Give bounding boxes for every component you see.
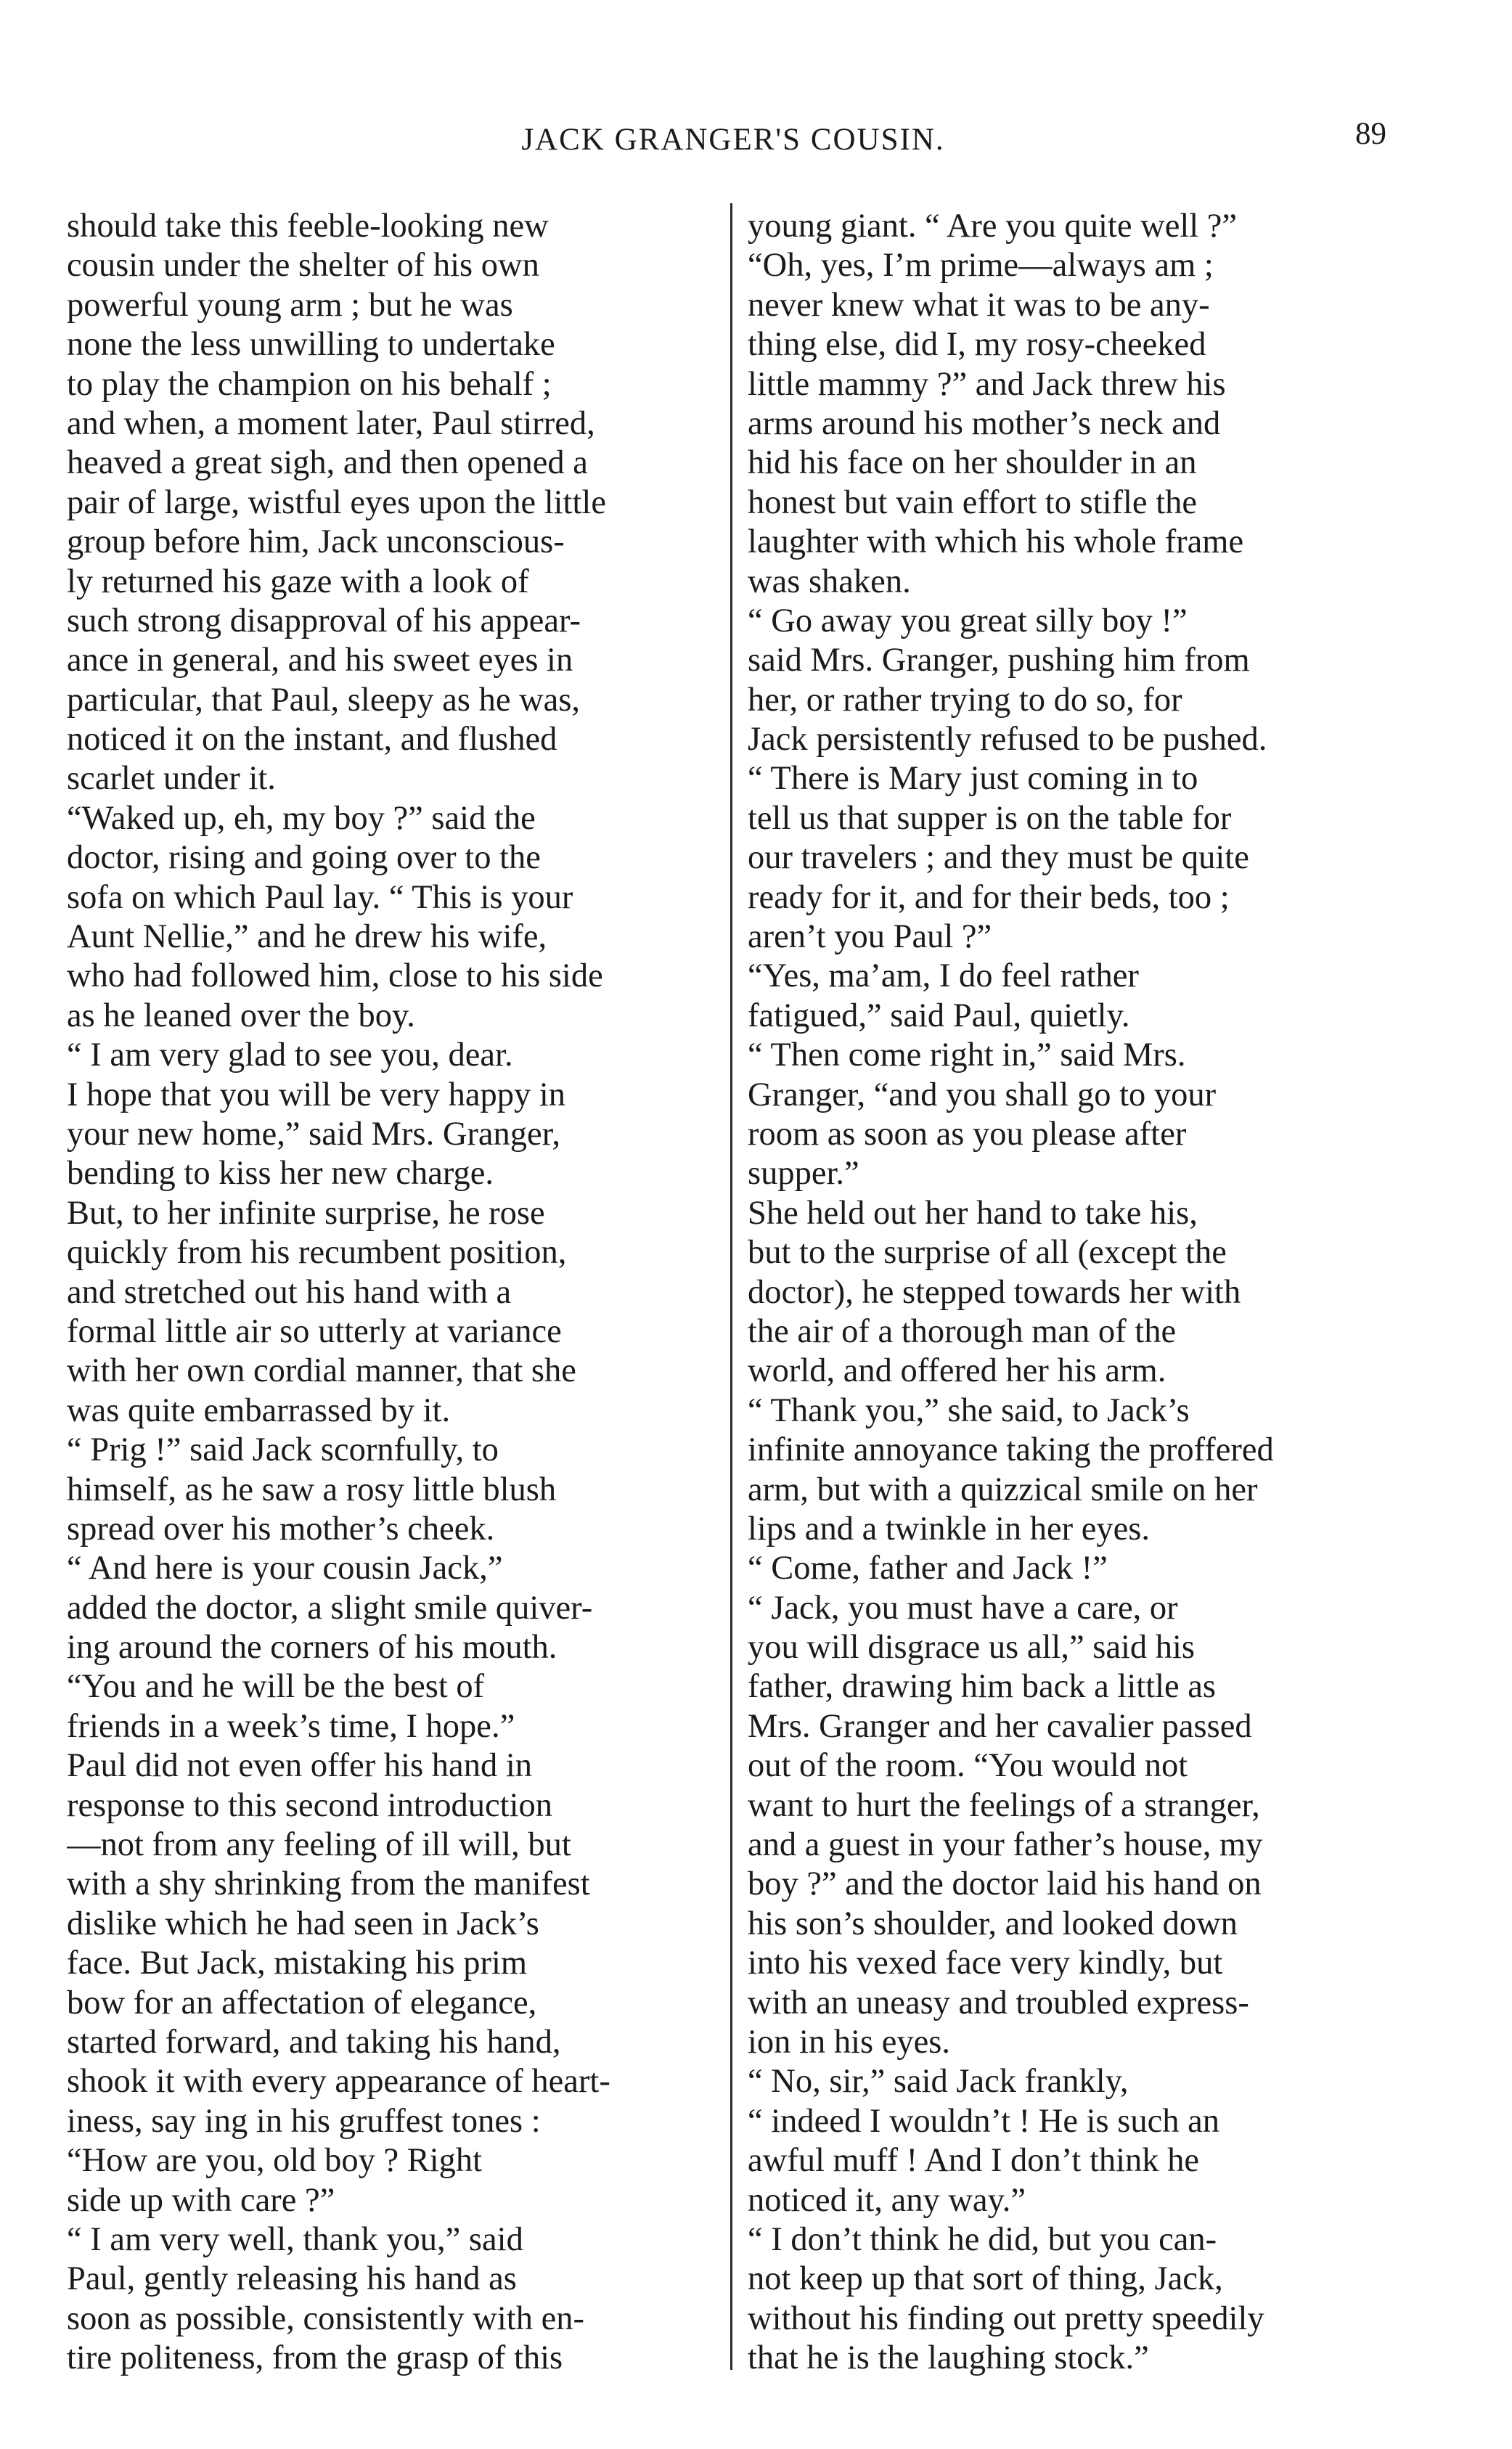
text-line: to play the champion on his behalf ;	[67, 365, 552, 403]
text-line: young giant. “ Are you quite well ?”	[748, 208, 1238, 245]
text-line: “ There is Mary just coming in to	[748, 760, 1198, 798]
text-line: group before him, Jack unconscious-	[67, 523, 565, 561]
text-line: “ Go away you great silly boy !”	[748, 602, 1188, 639]
text-line: said Mrs. Granger, pushing him from	[748, 642, 1250, 679]
text-line: Jack persistently refused to be pushed.	[748, 721, 1267, 759]
text-line: side up with care ?”	[67, 2181, 335, 2219]
text-line: “ I don’t think he did, but you can-	[748, 2220, 1217, 2258]
text-line: and a guest in your father’s house, my	[748, 1826, 1263, 1864]
text-line: boy ?” and the doctor laid his hand on	[748, 1865, 1262, 1903]
text-line: “ Then come right in,” said Mrs.	[748, 1037, 1186, 1074]
right-text-column	[748, 207, 1386, 2378]
text-line: honest but vain effort to stifle the	[748, 483, 1198, 521]
text-line: Mrs. Granger and her cavalier passed	[748, 1707, 1252, 1745]
text-line: into his vexed face very kindly, but	[748, 1945, 1223, 1982]
text-line: “How are you, old boy ? Right	[67, 2142, 483, 2180]
text-line: “ Come, father and Jack !”	[748, 1550, 1108, 1587]
text-line: thing else, did I, my rosy-cheeked	[748, 326, 1206, 364]
text-line: “You and he will be the best of	[67, 1668, 485, 1706]
text-line: quickly from his recumbent position,	[67, 1234, 567, 1272]
left-text-column	[67, 207, 706, 2378]
text-line: was quite embarrassed by it.	[67, 1391, 451, 1429]
text-line: as he leaned over the boy.	[67, 997, 415, 1034]
text-line: I hope that you will be very happy in	[67, 1076, 566, 1113]
text-line: laughter with which his whole frame	[748, 523, 1244, 561]
text-line: who had followed him, close to his side	[67, 957, 603, 995]
text-line: particular, that Paul, sleepy as he was,	[67, 681, 581, 719]
text-line: was shaken.	[748, 563, 911, 600]
text-line: arms around his mother’s neck and	[748, 404, 1221, 442]
text-line: that he is the laughing stock.”	[748, 2339, 1149, 2377]
text-line: tell us that supper is on the table for	[748, 799, 1232, 837]
text-line: But, to her infinite surprise, he rose	[67, 1194, 545, 1232]
text-line: face. But Jack, mistaking his prim	[67, 1945, 528, 1982]
text-line: without his finding out pretty speedily	[748, 2299, 1264, 2337]
text-line: ance in general, and his sweet eyes in	[67, 642, 573, 679]
text-line: “ I am very well, thank you,” said	[67, 2220, 523, 2258]
text-line: She held out her hand to take his,	[748, 1194, 1198, 1232]
text-line: but to the surprise of all (except the	[748, 1234, 1227, 1272]
text-line: your new home,” said Mrs. Granger,	[67, 1115, 560, 1153]
running-title: JACK GRANGER'S COUSIN.	[521, 123, 945, 157]
text-line: started forward, and taking his hand,	[67, 2023, 561, 2061]
text-line: should take this feeble-looking new	[67, 208, 549, 245]
text-line: soon as possible, consistently with en-	[67, 2299, 584, 2337]
text-line: bending to kiss her new charge.	[67, 1155, 494, 1193]
text-line: iness, say ing in his gruffest tones :	[67, 2102, 541, 2140]
text-line: our travelers ; and they must be quite	[748, 839, 1249, 877]
text-line: world, and offered her his arm.	[748, 1352, 1166, 1390]
text-line: formal little air so utterly at variance	[67, 1312, 562, 1350]
text-line: pair of large, wistful eyes upon the little	[67, 483, 606, 521]
text-line: doctor), he stepped towards her with	[748, 1273, 1241, 1311]
text-line: powerful young arm ; but he was	[67, 286, 513, 324]
text-line: infinite annoyance taking the proffered	[748, 1431, 1274, 1469]
text-line: doctor, rising and going over to the	[67, 839, 541, 877]
page-number: 89	[1355, 117, 1386, 151]
text-line: ready for it, and for their beds, too ;	[748, 878, 1230, 916]
text-line: his son’s shoulder, and looked down	[748, 1905, 1238, 1942]
text-line: shook it with every appearance of heart-	[67, 2063, 610, 2101]
text-line: want to hurt the feelings of a stranger,	[748, 1786, 1260, 1824]
text-line: “ I am very glad to see you, dear.	[67, 1037, 513, 1074]
text-line: ly returned his gaze with a look of	[67, 563, 529, 600]
text-line: “ indeed I wouldn’t ! He is such an	[748, 2102, 1219, 2140]
text-line: fatigued,” said Paul, quietly.	[748, 997, 1130, 1034]
text-line: aren’t you Paul ?”	[748, 918, 992, 956]
text-line: and stretched out his hand with a	[67, 1273, 512, 1311]
text-line: sofa on which Paul lay. “ This is your	[67, 878, 573, 916]
text-line: Paul, gently releasing his hand as	[67, 2260, 517, 2298]
text-line: “Yes, ma’am, I do feel rather	[748, 957, 1139, 995]
text-line: ing around the corners of his mouth.	[67, 1629, 557, 1667]
text-line: heaved a great sigh, and then opened a	[67, 444, 588, 482]
text-line: “ No, sir,” said Jack frankly,	[748, 2063, 1129, 2101]
text-line: cousin under the shelter of his own	[67, 247, 539, 285]
text-line: never knew what it was to be any-	[748, 286, 1210, 324]
text-line: bow for an affectation of elegance,	[67, 1984, 537, 2021]
text-line: room as soon as you please after	[748, 1115, 1187, 1153]
text-line: “Waked up, eh, my boy ?” said the	[67, 799, 536, 837]
text-line: with her own cordial manner, that she	[67, 1352, 576, 1390]
column-divider	[730, 203, 732, 2370]
text-line: “Oh, yes, I’m prime—always am ;	[748, 247, 1214, 285]
text-line: response to this second introduction	[67, 1786, 552, 1824]
text-line: supper.”	[748, 1155, 859, 1193]
text-line: with an uneasy and troubled express-	[748, 1984, 1249, 2021]
text-line: Aunt Nellie,” and he drew his wife,	[67, 918, 547, 956]
text-line: “ Prig !” said Jack scornfully, to	[67, 1431, 499, 1469]
text-line: himself, as he saw a rosy little blush	[67, 1471, 557, 1508]
text-line: her, or rather trying to do so, for	[748, 681, 1182, 719]
text-line: “ Jack, you must have a care, or	[748, 1589, 1178, 1627]
text-line: with a shy shrinking from the manifest	[67, 1865, 590, 1903]
text-line: arm, but with a quizzical smile on her	[748, 1471, 1258, 1508]
text-line: scarlet under it.	[67, 760, 276, 798]
text-line: and when, a moment later, Paul stirred,	[67, 404, 595, 442]
text-line: noticed it, any way.”	[748, 2181, 1026, 2219]
page-header	[0, 117, 1512, 173]
text-line: ion in his eyes.	[748, 2023, 950, 2061]
text-line: out of the room. “You would not	[748, 1747, 1188, 1785]
text-line: added the doctor, a slight smile quiver-	[67, 1589, 593, 1627]
text-line: Paul did not even offer his hand in	[67, 1747, 532, 1785]
text-line: the air of a thorough man of the	[748, 1312, 1177, 1350]
text-line: none the less unwilling to undertake	[67, 326, 555, 364]
text-line: —not from any feeling of ill will, but	[67, 1826, 571, 1864]
text-line: tire politeness, from the grasp of this	[67, 2339, 563, 2377]
text-line: such strong disapproval of his appear-	[67, 602, 581, 639]
text-line: lips and a twinkle in her eyes.	[748, 1510, 1150, 1548]
text-line: you will disgrace us all,” said his	[748, 1629, 1196, 1667]
text-line: friends in a week’s time, I hope.”	[67, 1707, 515, 1745]
text-line: not keep up that sort of thing, Jack,	[748, 2260, 1223, 2298]
text-line: spread over his mother’s cheek.	[67, 1510, 495, 1548]
text-line: “ And here is your cousin Jack,”	[67, 1550, 503, 1587]
text-line: “ Thank you,” she said, to Jack’s	[748, 1391, 1190, 1429]
text-line: hid his face on her shoulder in an	[748, 444, 1197, 482]
text-line: dislike which he had seen in Jack’s	[67, 1905, 539, 1942]
text-line: awful muff ! And I don’t think he	[748, 2142, 1200, 2180]
text-line: Granger, “and you shall go to your	[748, 1076, 1217, 1113]
text-line: noticed it on the instant, and flushed	[67, 721, 557, 759]
text-line: father, drawing him back a little as	[748, 1668, 1217, 1706]
text-line: little mammy ?” and Jack threw his	[748, 365, 1226, 403]
